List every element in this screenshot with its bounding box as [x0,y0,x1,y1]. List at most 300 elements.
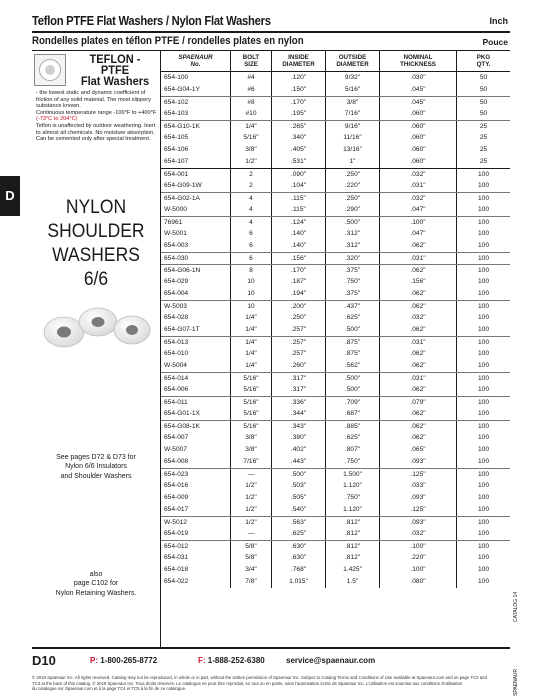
table-cell-th: .062" [380,432,457,444]
teflon-title-line: Flat Washers [80,74,150,88]
table-cell-od: .250" [326,193,380,204]
table-cell-no: 654-102 [161,97,231,108]
table-cell-od: .812" [326,528,380,540]
table-row [161,204,510,216]
note-line: page C102 for [73,580,119,588]
email-link[interactable]: service@spaenaur.com [286,656,376,665]
table-cell-id: .260" [272,360,326,372]
table-cell-th: .093" [380,492,457,504]
table-cell-no: 654-103 [161,108,231,120]
table-cell-bolt: 6 [231,253,272,264]
table-cell-qty: 100 [477,195,489,202]
table-cell-od: .875" [326,348,380,360]
table-cell-no: 654-G07-1T [161,324,231,336]
table-cell-no: 654-012 [161,541,231,552]
table-cell-bolt: 1/4" [231,324,272,336]
table-cell-bolt: — [231,469,272,480]
table-cell-th: .220" [380,552,457,564]
copyright-text [32,675,510,692]
table-cell-th: .125" [380,504,457,516]
table-row [161,348,510,360]
table-cell-bolt: 1/4" [231,337,272,348]
table-cell-id: .265" [272,121,326,132]
page-header-en [32,12,510,32]
table-cell-no: W-5007 [161,444,231,456]
table-cell-id: .768" [272,564,326,576]
table-cell-bolt: 1/2" [231,480,272,492]
table-cell-no: 654-G02-1A [161,193,231,204]
table-cell-bolt: 10 [231,301,272,312]
table-cell-th: .079" [380,397,457,408]
table-cell-no: 654-014 [161,373,231,384]
flat-washer-icon [34,54,66,86]
teflon-title-line: TEFLON - [89,52,141,66]
nylon-title-line: NYLON [65,197,127,218]
table-cell-th: .033" [380,480,457,492]
table-cell-id: .170" [272,97,326,108]
table-cell-id: .625" [272,528,326,540]
table-cell-no: 654-G01-1X [161,408,231,420]
table-cell-qty: 100 [477,494,489,501]
note-line: Nylon 6/6 Insulators [65,463,127,471]
table-cell-qty: 100 [477,350,489,357]
table-cell-qty: 100 [477,446,489,453]
table-row [161,540,510,552]
table-cell-th: .032" [380,193,457,204]
table-row [161,384,510,396]
table-cell-no: 654-023 [161,469,231,480]
table-cell-od: .812" [326,541,380,552]
table-cell-no: 654-G10-1K [161,121,231,132]
table-cell-th: .060" [380,121,457,132]
table-row [161,312,510,324]
table-cell-no: 654-G06-1N [161,265,231,276]
table-cell-od: .885" [326,421,380,432]
table-cell-bolt: 1/2" [231,504,272,516]
table-row [161,420,510,432]
table-cell-qty: 100 [477,554,489,561]
table-row [161,444,510,456]
nylon-title [39,196,153,292]
table-cell-th: .060" [380,156,457,168]
table-cell-th: .062" [380,421,457,432]
table-cell-qty: 50 [479,74,488,81]
table-cell-od: 13/16" [326,144,380,156]
table-row [161,192,510,204]
table-cell-od: .687" [326,408,380,420]
table-row [161,504,510,516]
table-cell-od: .812" [326,517,380,528]
nylon-title-line: SHOULDER [47,221,145,242]
table-cell-qty: 100 [477,255,489,262]
table-cell-qty: 100 [477,362,489,369]
table-cell-qty: 100 [477,182,489,189]
table-cell-qty: 100 [477,506,489,513]
table-cell-th: .062" [380,240,457,252]
table-row [161,264,510,276]
table-row [161,468,510,480]
table-cell-qty: 100 [477,530,489,537]
table-row [161,228,510,240]
table-row [161,408,510,420]
table-cell-no: 654-019 [161,528,231,540]
table-cell-od: 9/32" [326,72,380,84]
table-row [161,276,510,288]
table-cell-qty: 100 [477,423,489,430]
table-cell-bolt: 4 [231,217,272,228]
table-cell-bolt: 5/8" [231,541,272,552]
table-row [161,180,510,192]
table-cell-od: .312" [326,240,380,252]
table-cell-bolt: 5/16" [231,397,272,408]
table-cell-id: .563" [272,517,326,528]
table-cell-id: .317" [272,373,326,384]
table-cell-no: 654-G04-1Y [161,84,231,96]
table-cell-qty: 25 [479,146,488,153]
fax-number: 1-888-252-6380 [207,656,265,665]
table-cell-qty: 100 [477,230,489,237]
table-row [161,372,510,384]
table-row [161,396,510,408]
col-header-outside-diameter: OUTSIDE DIAMETER [326,51,380,71]
table-cell-od: 11/16" [326,132,380,144]
table-cell-bolt: 1/2" [231,517,272,528]
table-cell-th: .065" [380,444,457,456]
table-cell-bolt: 3/8" [231,444,272,456]
fax-contact: F: 1-888-252-6380 [198,656,265,665]
table-cell-qty: 50 [479,86,488,93]
table-cell-th: .062" [380,408,457,420]
table-cell-qty: 100 [477,303,489,310]
table-cell-od: .500" [326,217,380,228]
table-cell-th: .032" [380,312,457,324]
table-cell-th: .062" [380,348,457,360]
table-cell-qty: 100 [477,171,489,178]
table-cell-no: 654-030 [161,253,231,264]
teflon-desc-text: - the lowest static and dynamic coefficient of friction of any solid material. The most slippery substance known. [36,90,151,110]
table-cell-no: 76961 [161,217,231,228]
table-cell-no: W-5001 [161,228,231,240]
table-cell-qty: 100 [477,458,489,465]
table-cell-bolt: — [231,528,272,540]
table-cell-th: .100" [380,564,457,576]
nylon-title-line: 6/6 [83,269,109,290]
table-cell-th: .062" [380,265,457,276]
table-cell-no: 654-009 [161,492,231,504]
table-cell-qty: 100 [477,267,489,274]
table-cell-bolt: 5/16" [231,132,272,144]
table-cell-no: 654-029 [161,276,231,288]
table-cell-bolt: 1/4" [231,348,272,360]
table-row [161,216,510,228]
header-rule [32,31,510,33]
table-cell-th: .062" [380,360,457,372]
table-cell-id: .140" [272,240,326,252]
phone-number: 1-800-265-8772 [100,656,158,665]
table-cell-id: .195" [272,108,326,120]
table-cell-bolt: 3/4" [231,564,272,576]
table-cell-no: 654-013 [161,337,231,348]
table-row [161,324,510,336]
table-cell-od: 1.120" [326,504,380,516]
col-header-bolt-size: BOLT SIZE [231,51,272,71]
washer-shape [114,316,150,344]
table-row [161,480,510,492]
nylon-washers-photo [42,300,152,352]
table-body [161,72,510,588]
table-cell-id: .405" [272,144,326,156]
table-cell-od: 1.120" [326,480,380,492]
table-cell-id: .443" [272,456,326,468]
table-cell-od: .500" [326,373,380,384]
table-row [161,96,510,108]
table-cell-no: 654-016 [161,480,231,492]
page-title-en: Teflon PTFE Flat Washers / Nylon Flat Washers [32,14,271,28]
table-cell-id: .630" [272,541,326,552]
table-cell-th: .080" [380,576,457,588]
table-cell-id: .336" [272,397,326,408]
table-cell-no: 654-004 [161,288,231,300]
copyright-line: TC3 at the back of this catalog. © 2018 Spaenaur Inc. Tous droits réservés. Le catalogue ne peut être reproduit, en tout ou en partie, sans l'autorisation écrite de Spaenaur Inc. L'utilisation est soumise aux conditions d'utilisation [32,680,463,686]
footer-rule [32,647,510,649]
table-cell-no: 654-106 [161,144,231,156]
table-cell-od: .750" [326,276,380,288]
table-cell-od: .812" [326,552,380,564]
teflon-title-line: PTFE [100,63,130,77]
copyright-line: © 2018 Spaenaur Inc. All rights reserved. Catalog may not be reproduced, in whole or in part, without the written permission of Spaenaur Inc. Subject to Catalog Terms and Conditions of Use available at Spaenaur.com and on page TC2 and [32,675,487,680]
teflon-description [36,90,158,143]
copyright-line: du catalogue sur Spaenaur.com et à la page TC4 et TC5 à la fin de ce catalogue. [32,686,187,691]
page-header-fr [32,34,510,50]
section-tab: D [0,176,20,216]
table-cell-od: 9/16" [326,121,380,132]
table-cell-od: .250" [326,169,380,180]
table-cell-od: .320" [326,253,380,264]
table-cell-od: .375" [326,288,380,300]
note-line: See pages D72 & D73 for [56,454,136,461]
table-cell-qty: 100 [477,326,489,333]
table-cell-id: .250" [272,312,326,324]
table-cell-qty: 100 [477,278,489,285]
table-cell-th: .062" [380,384,457,396]
table-cell-qty: 100 [477,290,489,297]
table-cell-th: .047" [380,204,457,216]
table-row [161,432,510,444]
table-cell-od: .375" [326,265,380,276]
table-cell-id: .343" [272,421,326,432]
table-cell-no: 654-010 [161,348,231,360]
table-cell-th: .100" [380,217,457,228]
table-cell-id: .531" [272,156,326,168]
table-cell-id: .317" [272,384,326,396]
table-cell-id: .115" [272,193,326,204]
table-cell-th: .093" [380,456,457,468]
page-number: D10 [32,653,56,668]
table-cell-od: .562" [326,360,380,372]
table-cell-no: W-5000 [161,204,231,216]
table-cell-bolt: 7/8" [231,576,272,588]
table-cell-bolt: 5/8" [231,552,272,564]
table-cell-th: .093" [380,517,457,528]
table-cell-od: 5/16" [326,84,380,96]
table-cell-od: .500" [326,324,380,336]
retaining-washers-note [34,570,158,598]
table-row [161,516,510,528]
table-cell-no: 654-007 [161,432,231,444]
table-cell-od: .750" [326,456,380,468]
note-line: also [89,571,103,578]
table-cell-qty: 100 [477,543,489,550]
table-cell-no: 654-100 [161,72,231,84]
table-cell-id: .156" [272,253,326,264]
table-cell-id: .257" [272,348,326,360]
table-cell-no: 654-031 [161,552,231,564]
table-cell-id: .540" [272,504,326,516]
table-cell-bolt: #4 [231,72,272,84]
table-cell-id: .503" [272,480,326,492]
table-cell-od: .625" [326,312,380,324]
table-cell-id: .194" [272,288,326,300]
table-row [161,132,510,144]
table-cell-od: 1" [326,156,380,168]
note-line: and Shoulder Washers [60,472,132,480]
table-cell-qty: 25 [479,158,488,165]
table-row [161,252,510,264]
table-cell-id: .150" [272,84,326,96]
table-row [161,456,510,468]
page-footer [32,651,510,673]
table-cell-qty: 100 [477,386,489,393]
table-cell-qty: 100 [477,206,489,213]
table-row [161,576,510,588]
table-cell-qty: 100 [477,519,489,526]
table-cell-th: .062" [380,324,457,336]
washer-spec-table [161,51,510,588]
teflon-desc-properties: Teflon is unaffected by outdoor weathering. Inert to almost all chemicals. No moisture absorption. Can be cemented only after special treatment. [36,122,156,143]
table-cell-od: 1.500" [326,469,380,480]
table-cell-bolt: 5/16" [231,373,272,384]
unit-label-en: Inch [489,16,508,26]
table-cell-no: 654-G08-1K [161,421,231,432]
table-cell-od: 1.425" [326,564,380,576]
col-header-nominal-thickness: NOMINAL THICKNESS [380,51,457,71]
table-row [161,168,510,180]
table-cell-no: 654-028 [161,312,231,324]
table-cell-od: .875" [326,337,380,348]
table-cell-id: .120" [272,72,326,84]
table-cell-id: .380" [272,432,326,444]
insulators-note [34,453,158,481]
table-cell-no: W-5003 [161,301,231,312]
table-cell-bolt: 10 [231,288,272,300]
table-cell-th: .062" [380,288,457,300]
table-cell-th: .031" [380,373,457,384]
table-cell-id: .402" [272,444,326,456]
table-row [161,336,510,348]
col-header-spaenaur-no: SPAENAUR No. [161,51,231,71]
table-cell-od: .290" [326,204,380,216]
table-cell-bolt: 4 [231,193,272,204]
table-row [161,108,510,120]
table-cell-th: .030" [380,72,457,84]
table-cell-bolt: 3/8" [231,432,272,444]
table-cell-no: 654-022 [161,576,231,588]
page-title-fr: Rondelles plates en téflon PTFE / rondelles plates en nylon [32,35,304,47]
table-cell-qty: 100 [477,219,489,226]
table-cell-od: .437" [326,301,380,312]
table-cell-od: 7/16" [326,108,380,120]
table-cell-no: 654-017 [161,504,231,516]
table-row [161,72,510,84]
brand-label: SPAENAUR [513,668,519,696]
table-cell-bolt: 1/2" [231,492,272,504]
table-cell-th: .031" [380,253,457,264]
table-cell-id: .505" [272,492,326,504]
table-row [161,120,510,132]
table-cell-bolt: 5/16" [231,421,272,432]
table-cell-bolt: 10 [231,276,272,288]
table-cell-id: .170" [272,265,326,276]
table-cell-id: .344" [272,408,326,420]
table-cell-bolt: 2 [231,169,272,180]
table-cell-qty: 25 [479,134,488,141]
table-cell-no: 654-006 [161,384,231,396]
washer-shape [79,308,117,336]
table-cell-no: W-5004 [161,360,231,372]
table-cell-od: .807" [326,444,380,456]
table-cell-th: .156" [380,276,457,288]
nylon-title-line: WASHERS [52,245,140,266]
table-cell-id: 1.015" [272,576,326,588]
table-cell-qty: 100 [477,482,489,489]
table-row [161,288,510,300]
table-cell-no: 654-G09-1W [161,180,231,192]
table-cell-bolt: 1/4" [231,360,272,372]
table-cell-th: .031" [380,337,457,348]
table-cell-no: 654-011 [161,397,231,408]
table-cell-no: W-5012 [161,517,231,528]
table-cell-bolt: 5/16" [231,408,272,420]
table-cell-no: 654-003 [161,240,231,252]
col-header-inside-diameter: INSIDE DIAMETER [272,51,326,71]
table-cell-od: .750" [326,492,380,504]
table-cell-bolt: 6 [231,228,272,240]
table-cell-od: 3/8" [326,97,380,108]
table-cell-th: .045" [380,97,457,108]
table-cell-bolt: 1/4" [231,121,272,132]
washer-shape [44,317,84,347]
table-row [161,144,510,156]
table-cell-id: .340" [272,132,326,144]
table-cell-qty: 100 [477,242,489,249]
table-cell-th: .062" [380,301,457,312]
table-cell-th: .047" [380,228,457,240]
table-cell-qty: 25 [479,123,488,130]
table-cell-bolt: 8 [231,265,272,276]
table-cell-id: .187" [272,276,326,288]
table-cell-od: .625" [326,432,380,444]
table-cell-bolt: 3/8" [231,144,272,156]
table-cell-id: .115" [272,204,326,216]
table-row [161,300,510,312]
table-cell-qty: 100 [477,434,489,441]
table-cell-od: .709" [326,397,380,408]
table-cell-bolt: 2 [231,180,272,192]
table-cell-id: .200" [272,301,326,312]
table-cell-th: .100" [380,541,457,552]
table-cell-qty: 50 [479,110,488,117]
table-cell-id: .257" [272,324,326,336]
